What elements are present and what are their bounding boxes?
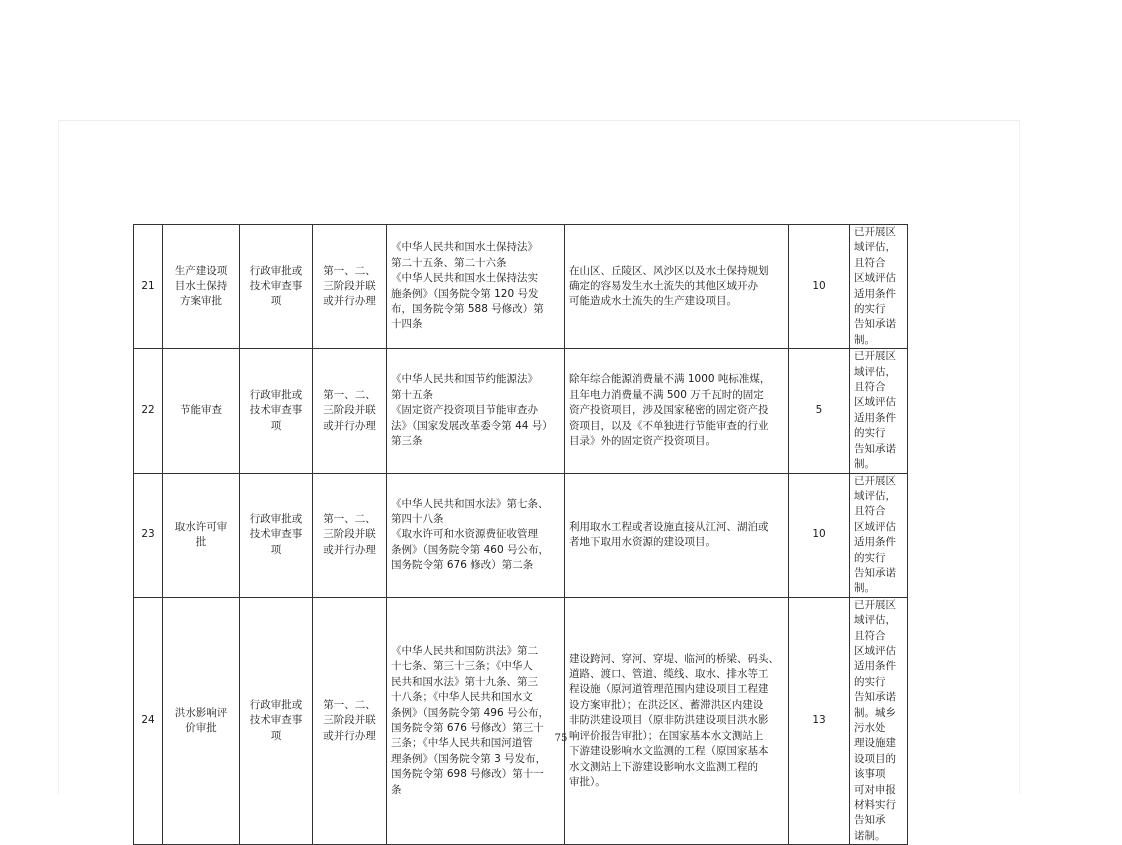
- item-name: 洪水影响评 价审批: [163, 597, 240, 845]
- item-days: 13: [789, 597, 850, 845]
- item-number: 24: [134, 597, 163, 845]
- item-legal-basis: 《中华人民共和国防洪法》第二 十七条、第三十三条；《中华人 民共和国水法》第十九条、第三 十八条；《中华人民共和国水文 条例》（国务院令第 496 号公布， 国务院令第 676 号修改）第三十 三条；《中华人民共和国河道管 理条例》（国务院令第 3 号发布， 国务院令第 698 号修改）第十一 条: [387, 597, 565, 845]
- table-row: [134, 225, 908, 349]
- item-name: 生产建设项 目水土保持 方案审批: [163, 225, 240, 349]
- item-stage: 第一、二、 三阶段并联 或并行办理: [313, 349, 387, 473]
- item-type: 行政审批或 技术审查事 项: [240, 597, 313, 845]
- table-row: [134, 597, 908, 845]
- item-type: 行政审批或 技术审查事 项: [240, 473, 313, 597]
- item-days: 5: [789, 349, 850, 473]
- item-stage: 第一、二、 三阶段并联 或并行办理: [313, 225, 387, 349]
- item-type: 行政审批或 技术审查事 项: [240, 225, 313, 349]
- item-number: 21: [134, 225, 163, 349]
- item-days: 10: [789, 473, 850, 597]
- item-note: 已开展区域评估，且符合 区域评估适用条件的实行 告知承诺制。: [850, 473, 908, 597]
- item-days: 10: [789, 225, 850, 349]
- approval-items-table: [133, 224, 908, 845]
- item-scope: 建设跨河、穿河、穿堤、临河的桥梁、码头、 道路、渡口、管道、缆线、取水、排水等工 程设施（原河道管理范围内建设项目工程建 设方案审批）；在洪泛区、蓄滞洪区内建设 非防洪建设项目（原非防洪建设项目洪水影 响评价报告审批）；在国家基本水文测站上 下游建设影响水文监测的工程（原国家基本 水文测站上下游建设影响水文监测工程的 审批）。: [565, 597, 789, 845]
- table-row: [134, 473, 908, 597]
- item-stage: 第一、二、 三阶段并联 或并行办理: [313, 597, 387, 845]
- item-stage: 第一、二、 三阶段并联 或并行办理: [313, 473, 387, 597]
- item-name: 节能审查: [163, 349, 240, 473]
- item-scope: 除年综合能源消费量不满 1000 吨标准煤， 且年电力消费量不满 500 万千瓦时的固定 资产投资项目，涉及国家秘密的固定资产投 资项目，以及《不单独进行节能审查的行业 目录》外的固定资产投资项目。: [565, 349, 789, 473]
- item-scope: 利用取水工程或者设施直接从江河、湖泊或 者地下取用水资源的建设项目。: [565, 473, 789, 597]
- item-legal-basis: 《中华人民共和国水土保持法》 第二十五条、第二十六条 《中华人民共和国水土保持法实 施条例》（国务院令第 120 号发 布，国务院令第 588 号修改）第 十四条: [387, 225, 565, 349]
- item-note: 已开展区域评估，且符合 区域评估适用条件的实行 告知承诺制。: [850, 225, 908, 349]
- item-scope: 在山区、丘陵区、风沙区以及水土保持规划 确定的容易发生水土流失的其他区域开办 可能造成水土流失的生产建设项目。: [565, 225, 789, 349]
- item-legal-basis: 《中华人民共和国水法》第七条、 第四十八条 《取水许可和水资源费征收管理 条例》（国务院令第 460 号公布， 国务院令第 676 修改）第二条: [387, 473, 565, 597]
- page-number: 75: [554, 733, 568, 744]
- item-number: 23: [134, 473, 163, 597]
- item-name: 取水许可审 批: [163, 473, 240, 597]
- item-note: 已开展区域评估，且符合 区域评估适用条件的实行 告知承诺制。城乡污水处 理设施建设项目的该事项 可对申报材料实行告知承 诺制。: [850, 597, 908, 845]
- item-number: 22: [134, 349, 163, 473]
- item-legal-basis: 《中华人民共和国节约能源法》 第十五条 《固定资产投资项目节能审查办 法》（国家发展改革委令第 44 号） 第三条: [387, 349, 565, 473]
- item-type: 行政审批或 技术审查事 项: [240, 349, 313, 473]
- item-note: 已开展区域评估，且符合 区域评估适用条件的实行 告知承诺制。: [850, 349, 908, 473]
- table-row: [134, 349, 908, 473]
